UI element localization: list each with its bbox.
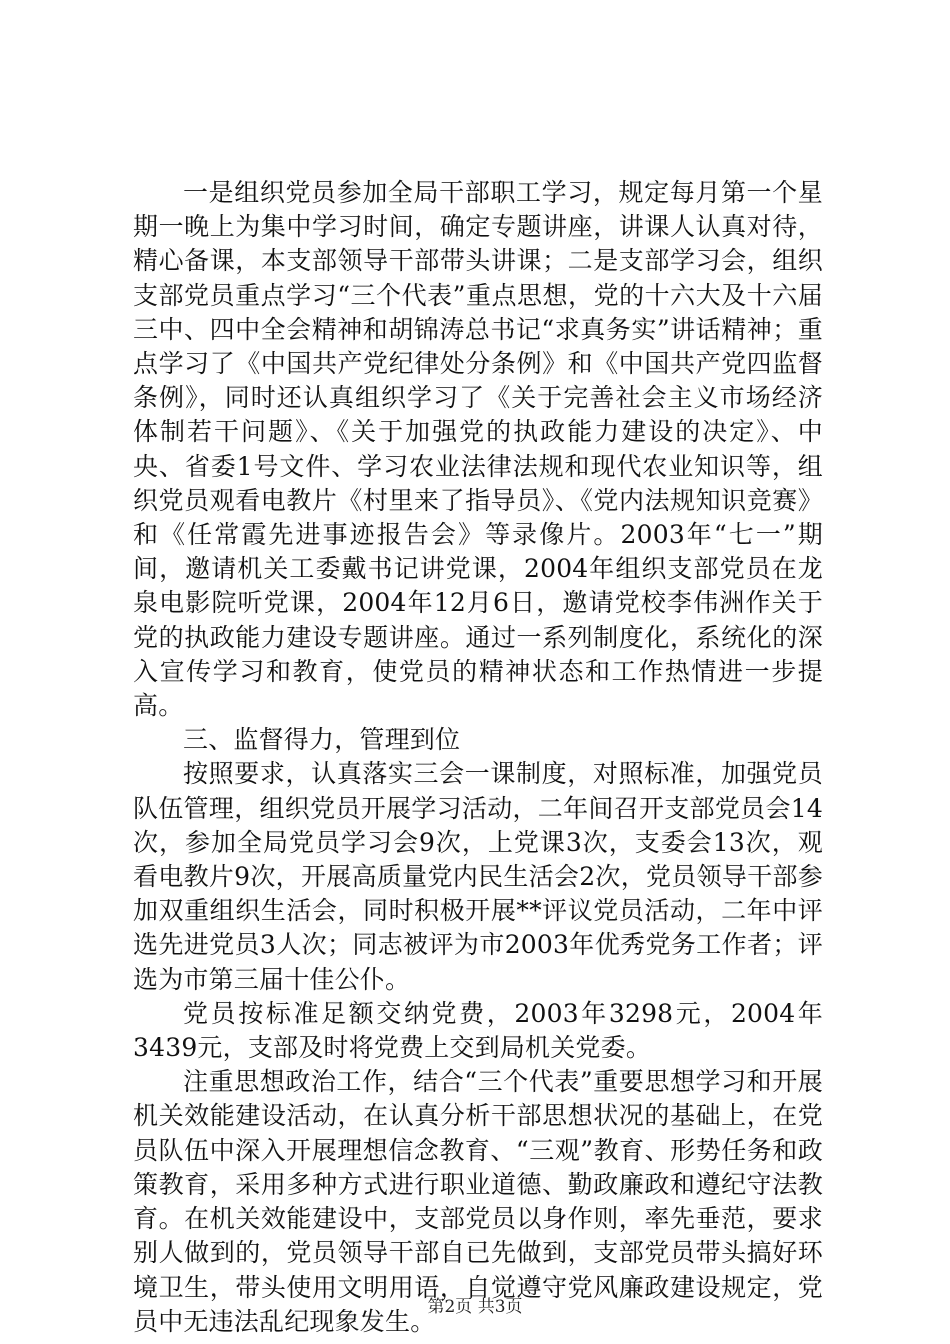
section-heading-supervision: 三、监督得力，管理到位 <box>183 725 461 755</box>
document-body <box>133 176 823 1339</box>
paragraph-member-management: 按照要求，认真落实三会一课制度，对照标准，加强党员队伍管理，组织党员开展学习活动，二年间召开支部党员会14次，参加全局党员学习会9次，上党课3次，支委会13次，观看电教片9次，开展高质量党内民生活会2次，党员领导干部参加双重组织生活会，同时积极开展**评议党员活动，二年中评选先进党员3人次；同志被评为市2003年优秀党务工作者；评选为市第三届十佳公仆。 <box>133 759 823 994</box>
page-number-footer: 第2页 共3页 <box>427 1297 523 1317</box>
paragraph-study-activities: 一是组织党员参加全局干部职工学习，规定每月第一个星期一晚上为集中学习时间，确定专题讲座，讲课人认真对待，精心备课，本支部领导干部带头讲课；二是支部学习会，组织支部党员重点学习“三个代表”重点思想，党的十六大及十六届三中、四中全会精神和胡锦涛总书记“求真务实”讲话精神；重点学习了《中国共产党纪律处分条例》和《中国共产党四监督条例》，同时还认真组织学习了《关于完善社会主义市场经济体制若干问题》、《关于加强党的执政能力建设的决定》、中央、省委1号文件、学习农业法律法规和现代农业知识等，组织党员观看电教片《村里来了指导员》、《党内法规知识竞赛》和《任常霞先进事迹报告会》等录像片。2003年“七一”期间，邀请机关工委戴书记讲党课，2004年组织支部党员在龙泉电影院听党课，2004年12月6日，邀请党校李伟洲作关于党的执政能力建设专题讲座。通过一系列制度化，系统化的深入宣传学习和教育，使党员的精神状态和工作热情进一步提高。 <box>133 178 823 721</box>
paragraph-party-dues: 党员按标准足额交纳党费，2003年3298元，2004年3439元，支部及时将党费上交到局机关党委。 <box>133 998 823 1063</box>
paragraph-ideological-work: 注重思想政治工作，结合“三个代表”重要思想学习和开展机关效能建设活动，在认真分析干部思想状况的基础上，在党员队伍中深入开展理想信念教育、“三观”教育、形势任务和政策教育，采用多种方式进行职业道德、勤政廉政和遵纪守法教育。在机关效能建设中，支部党员以身作则，率先垂范，要求别人做到的，党员领导干部自已先做到，支部党员带头搞好环境卫生，带头使用文明用语，自觉遵守党风廉政建设规定，党员中无违法乱纪现象发生。 <box>133 1067 823 1336</box>
